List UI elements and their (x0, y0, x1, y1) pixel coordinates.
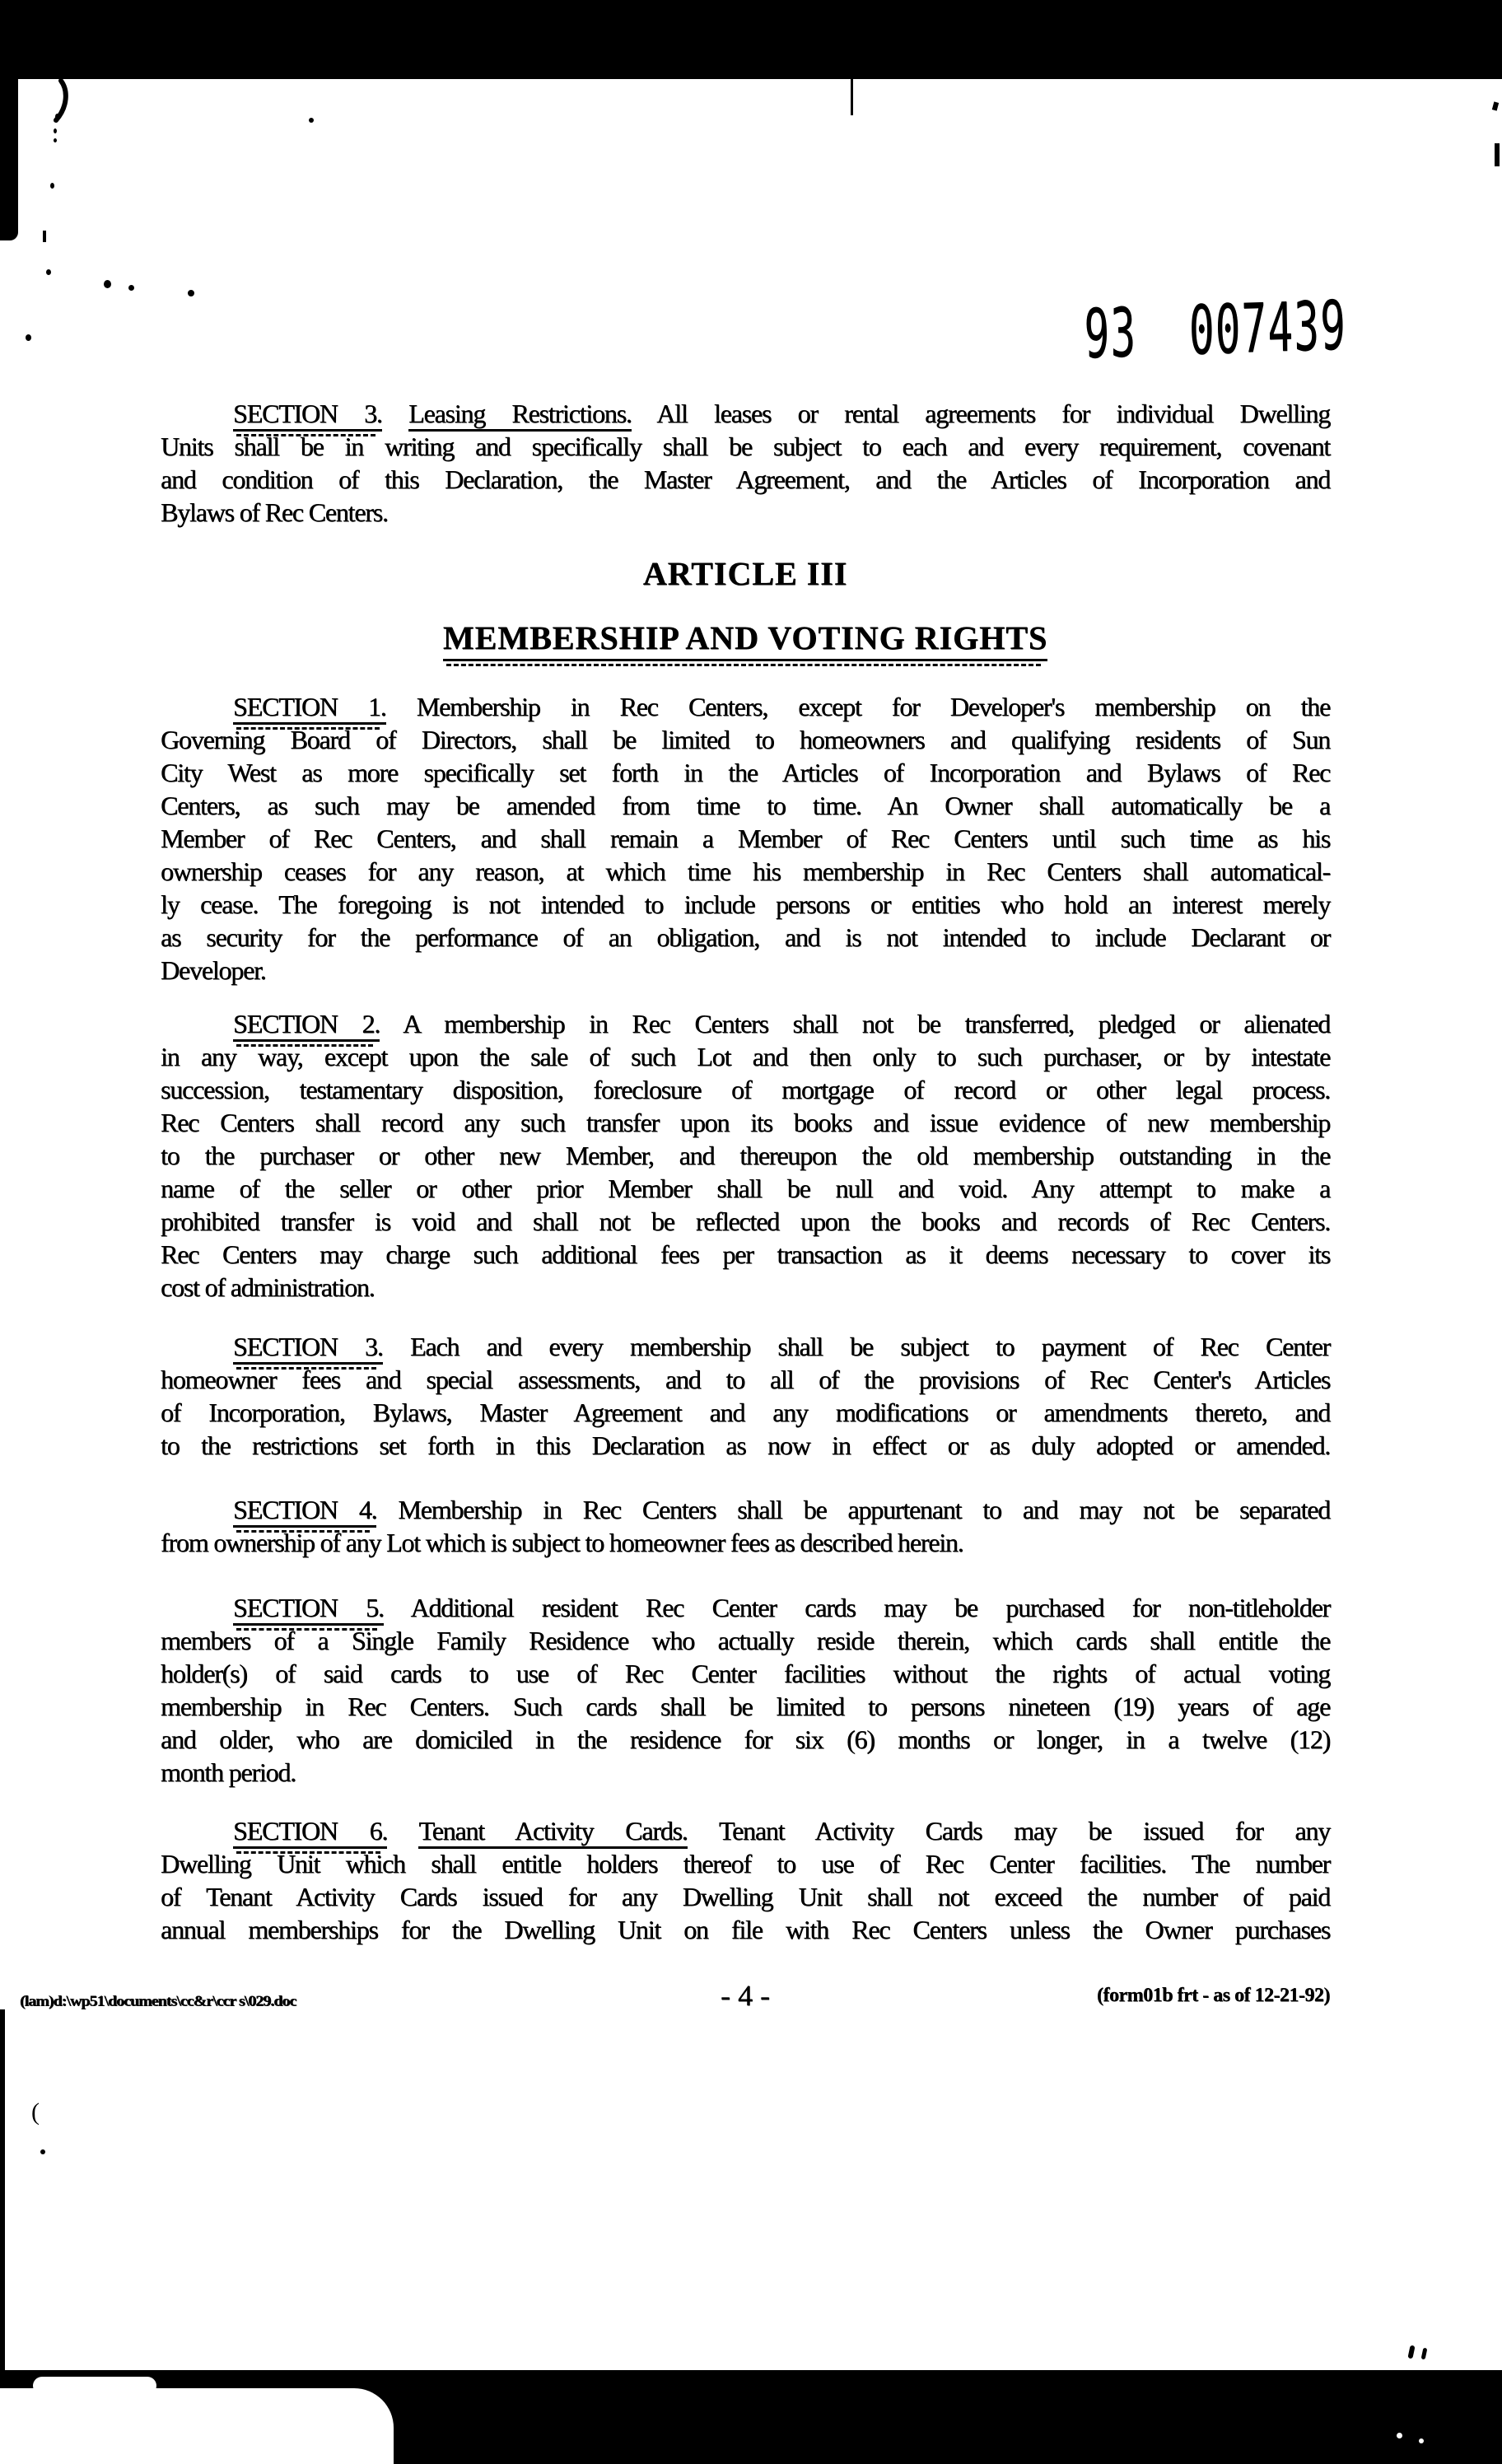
paragraph-section-2 (161, 1007, 1330, 1304)
text-segment: Bylaws of Rec Centers. (161, 497, 388, 527)
paragraph-line (161, 690, 1330, 723)
text-segment: of Tenant Activity Cards issued for any Dwelling Unit shall not exceed the number of paid (161, 1882, 1330, 1911)
paragraph-line (161, 397, 1330, 430)
text-segment: All leases or rental agreements for individual Dwelling (631, 399, 1330, 428)
underlined-text-segment: SECTION 1. (233, 692, 386, 725)
paragraph-line (161, 1139, 1330, 1172)
paragraph-line (161, 1073, 1330, 1106)
scan-noise-mark (40, 2149, 45, 2154)
text-segment: to the purchaser or other new Member, and thereupon the old membership outstanding in the (161, 1141, 1330, 1170)
underlined-text-segment: Tenant Activity Cards. (418, 1816, 687, 1849)
scan-hairline-mark (851, 77, 853, 115)
paragraph-line (161, 855, 1330, 888)
text-segment: Centers, as such may be amended from time to time. An Owner shall automatically be a (161, 791, 1330, 820)
scan-paren-mark: ( (31, 2098, 40, 2126)
paragraph-line (161, 463, 1330, 496)
scan-white-speck (1419, 2438, 1424, 2443)
scan-noise-mark (128, 285, 134, 291)
scan-left-edge-line (0, 2009, 5, 2370)
text-segment: ownership ceases for any reason, at which time his membership in Rec Centers shall automatical- (161, 856, 1330, 886)
paragraph-line (161, 1913, 1330, 1946)
text-segment: of Incorporation, Bylaws, Master Agreement and any modifications or amendments thereto, and (161, 1398, 1330, 1427)
paragraph-line (161, 1172, 1330, 1205)
text-segment: as security for the performance of an obligation, and is not intended to include Declarant or (161, 922, 1330, 952)
text-segment: ly cease. The foregoing is not intended to include persons or entities who hold an interest merely (161, 889, 1330, 919)
scan-noise-mark (55, 114, 59, 119)
text-segment: holder(s) of said cards to use of Rec Center facilities without the rights of actual voting (161, 1659, 1330, 1688)
heading-text: ARTICLE III (642, 555, 848, 592)
recording-stamp-number: 93 007439 (1083, 287, 1347, 374)
text-segment: prohibited transfer is void and shall not be reflected upon the books and records of Rec Centers. (161, 1206, 1330, 1236)
text-segment: Membership in Rec Centers, except for Developer's membership on the (385, 692, 1330, 721)
text-segment: Tenant Activity Cards may be issued for any (687, 1816, 1330, 1846)
scan-noise-mark (43, 231, 46, 242)
text-segment (382, 399, 408, 428)
underlined-text-segment: SECTION 4. (233, 1495, 376, 1528)
paragraph-leasing-restrictions (161, 397, 1330, 529)
footer-form-note: (form01b frt - as of 12-21-92) (1097, 1985, 1330, 2006)
text-segment: City West as more specifically set forth in the Articles of Incorporation and Bylaws of Rec (161, 758, 1330, 787)
scan-noise-mark (26, 334, 31, 341)
underlined-text-segment: SECTION 6. (233, 1816, 387, 1849)
text-segment: Units shall be in writing and specifically shall be subject to each and every requirement, covenant (161, 432, 1330, 461)
text-segment: members of a Single Family Residence who actually reside therein, which cards shall entitle the (161, 1626, 1330, 1655)
text-segment: cost of administration. (161, 1272, 375, 1302)
paragraph-line (161, 1396, 1330, 1429)
underlined-text-segment: SECTION 2. (233, 1009, 380, 1042)
underlined-text-segment: Leasing Restrictions. (408, 399, 632, 432)
text-segment: membership in Rec Centers. Such cards shall be limited to persons nineteen (19) years of age (161, 1692, 1330, 1721)
article-heading (161, 556, 1330, 592)
paragraph-line (161, 1429, 1330, 1462)
text-segment: from ownership of any Lot which is subject to homeowner fees as described herein. (161, 1528, 963, 1557)
paragraph-line (161, 888, 1330, 921)
footer-page-number: - 4 - (721, 1979, 770, 2012)
paragraph-line (161, 1271, 1330, 1304)
text-segment: A membership in Rec Centers shall not be transferred, pledged or alienated (380, 1009, 1330, 1038)
text-segment: and condition of this Declaration, the Master Agreement, and the Articles of Incorporation and (161, 464, 1330, 494)
scan-noise-mark (50, 183, 54, 189)
text-segment: to the restrictions set forth in this Declaration as now in effect or as duly adopted or amended. (161, 1430, 1330, 1460)
scan-noise-mark (188, 290, 194, 296)
paragraph-line (161, 954, 1330, 987)
paragraph-line (161, 789, 1330, 822)
paragraph-line (161, 1493, 1330, 1526)
text-segment: homeowner fees and special assessments, and to all of the provisions of Rec Center's Articles (161, 1365, 1330, 1394)
text-segment: and older, who are domiciled in the residence for six (6) months or longer, in a twelve (12) (161, 1724, 1330, 1754)
scan-noise-mark (46, 269, 51, 275)
article-subheading (161, 620, 1330, 656)
text-segment: name of the seller or other prior Member shall be null and void. Any attempt to make a (161, 1174, 1330, 1203)
paragraph-line (161, 1723, 1330, 1756)
scan-edge-mark (1495, 143, 1500, 166)
paragraph-line (161, 1756, 1330, 1789)
underlined-text-segment: SECTION 5. (233, 1593, 384, 1626)
paragraph-line (161, 1106, 1330, 1139)
text-segment: month period. (161, 1757, 296, 1787)
text-segment: Additional resident Rec Center cards may be purchased for non-titleholder (383, 1593, 1330, 1622)
text-segment: succession, testamentary disposition, foreclosure of mortgage of record or other legal process. (161, 1075, 1330, 1104)
paragraph-section-4 (161, 1493, 1330, 1559)
paragraph-section-6 (161, 1814, 1330, 1946)
heading-text: MEMBERSHIP AND VOTING RIGHTS (443, 619, 1047, 661)
text-segment: annual memberships for the Dwelling Unit on file with Rec Centers unless the Owner purchases (161, 1915, 1330, 1944)
text-segment: Rec Centers shall record any such transfer upon its books and issue evidence of new membership (161, 1108, 1330, 1137)
scan-hook-mark (46, 79, 74, 125)
text-segment: Developer. (161, 955, 266, 985)
text-segment: Governing Board of Directors, shall be limited to homeowners and qualifying residents of Sun (161, 725, 1330, 754)
text-segment: in any way, except upon the sale of such Lot and then only to such purchaser, or by intestate (161, 1042, 1330, 1071)
paragraph-section-5 (161, 1591, 1330, 1789)
paragraph-line (161, 1330, 1330, 1363)
paragraph-line (161, 1238, 1330, 1271)
paragraph-line (161, 1814, 1330, 1847)
paragraph-line (161, 1205, 1330, 1238)
paragraph-line (161, 756, 1330, 789)
paragraph-line (161, 1591, 1330, 1624)
paragraph-line (161, 1007, 1330, 1040)
text-segment: Each and every membership shall be subject to payment of Rec Center (382, 1332, 1330, 1361)
paragraph-line (161, 1690, 1330, 1723)
scan-white-speck (1397, 2433, 1402, 2438)
paragraph-line (161, 496, 1330, 529)
paragraph-line (161, 921, 1330, 954)
underlined-text-segment: SECTION 3. (233, 399, 382, 432)
scan-noise-mark (309, 118, 314, 123)
scan-noise-mark (104, 280, 111, 288)
paragraph-section-3 (161, 1330, 1330, 1462)
text-segment (387, 1816, 418, 1846)
scan-noise-mark (54, 138, 57, 142)
text-segment: Membership in Rec Centers shall be appurtenant to and may not be separated (376, 1495, 1330, 1524)
paragraph-line (161, 1880, 1330, 1913)
scan-noise-mark (54, 128, 57, 133)
text-segment: Member of Rec Centers, and shall remain a Member of Rec Centers until such time as his (161, 824, 1330, 853)
text-segment: Dwelling Unit which shall entitle holders thereof to use of Rec Center facilities. The number (161, 1849, 1330, 1878)
text-segment: Rec Centers may charge such additional fees per transaction as it deems necessary to cover its (161, 1239, 1330, 1269)
underlined-text-segment: SECTION 3. (233, 1332, 383, 1365)
paragraph-section-1 (161, 690, 1330, 987)
paragraph-line (161, 1657, 1330, 1690)
footer-file-path: (lam)d:\wp51\documents\cc&r\ccr s\029.doc (20, 1993, 296, 2010)
paragraph-line (161, 822, 1330, 855)
